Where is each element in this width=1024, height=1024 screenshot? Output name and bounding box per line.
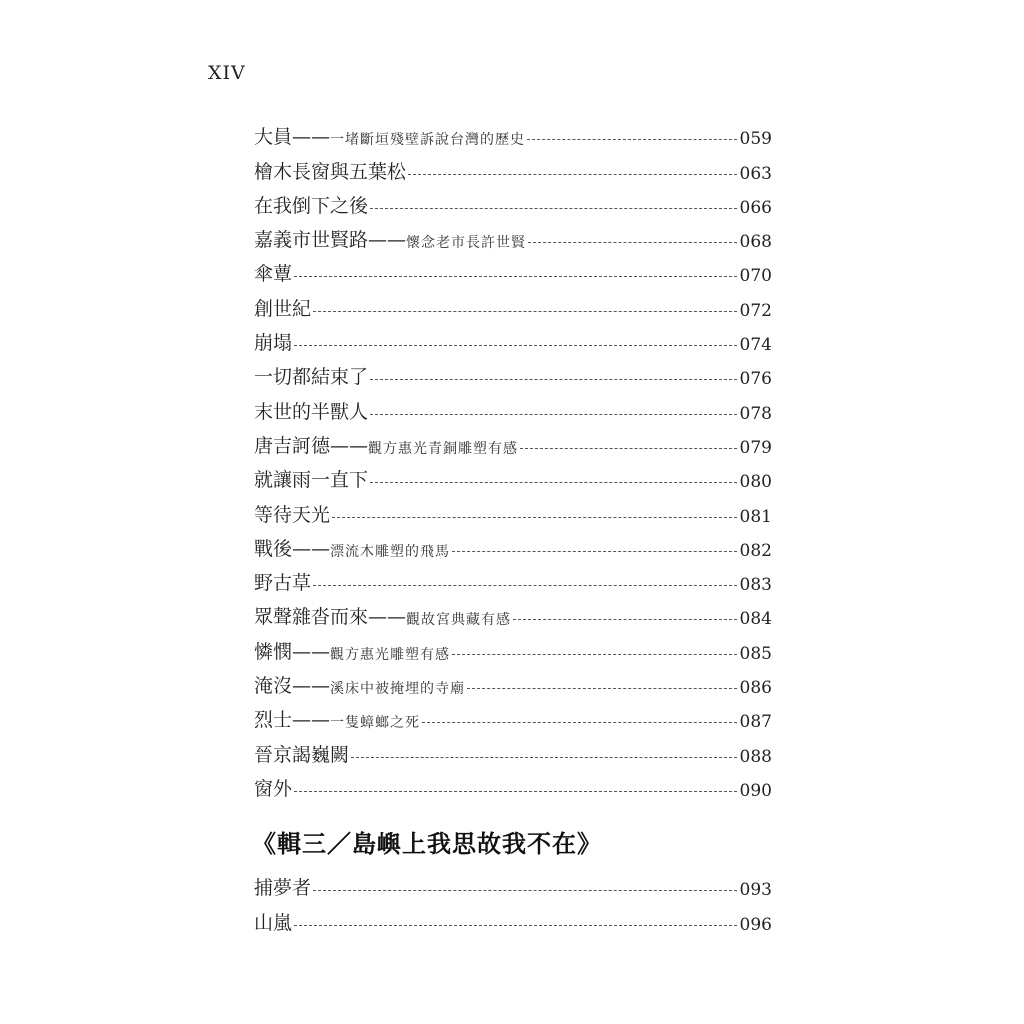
toc-entry	[254, 900, 772, 934]
toc-entry-page: 080	[739, 472, 772, 493]
dot-leader	[422, 722, 737, 723]
toc-entry-title: 眾聲雜沓而來——	[254, 606, 407, 629]
toc-entry-title: 山嵐	[254, 911, 293, 934]
toc-entry-page: 088	[739, 746, 772, 767]
toc-entry-subtitle: 觀方惠光青銅雕塑有感	[368, 440, 519, 457]
toc-entry-page: 068	[739, 232, 772, 253]
dot-leader	[452, 551, 737, 552]
toc-entry-title: 檜木長窗與五葉松	[254, 160, 407, 183]
toc-entry	[254, 492, 772, 526]
toc-entry-subtitle: 漂流木雕塑的飛馬	[330, 543, 451, 560]
toc-entry	[254, 629, 772, 663]
toc-entry-subtitle: 一堵斷垣殘壁訴說台灣的歷史	[330, 132, 526, 149]
dot-leader	[467, 688, 737, 689]
toc-entry-page: 082	[739, 540, 772, 561]
toc-entry-title: 等待天光	[254, 503, 331, 526]
toc-entry-subtitle: 溪床中被掩埋的寺廟	[330, 681, 466, 698]
dot-leader	[313, 585, 737, 586]
toc-entry-page: 074	[739, 335, 772, 356]
toc-entry	[254, 286, 772, 320]
toc-entry-page: 090	[739, 780, 772, 801]
toc-entry	[254, 698, 772, 732]
dot-leader	[294, 345, 737, 346]
dot-leader	[370, 482, 737, 483]
dot-leader	[452, 654, 737, 655]
page-number: XIV	[208, 62, 246, 84]
toc-entry-page: 081	[739, 506, 772, 527]
dot-leader	[513, 619, 737, 620]
toc-entry-title: 大員——	[254, 126, 331, 149]
toc-entry-title: 創世紀	[254, 297, 312, 320]
toc-entry	[254, 595, 772, 629]
toc-entry-page: 072	[739, 300, 772, 321]
toc-entry-subtitle: 觀故宮典藏有感	[406, 612, 512, 629]
toc-entry	[254, 732, 772, 766]
toc-entry	[254, 424, 772, 458]
dot-leader	[313, 890, 737, 891]
dot-leader	[370, 414, 737, 415]
toc-entry-title: 窗外	[254, 777, 293, 800]
toc-entry	[254, 184, 772, 218]
dot-leader	[294, 925, 737, 926]
toc-entry-page: 084	[739, 609, 772, 630]
toc-entry-page: 076	[739, 369, 772, 390]
toc-entry-subtitle: 觀方惠光雕塑有感	[330, 646, 451, 663]
toc-entry-title: 唐吉訶德——	[254, 434, 369, 457]
toc-entry	[254, 115, 772, 149]
dot-leader	[370, 208, 737, 209]
toc-entry-title: 一切都結束了	[254, 366, 369, 389]
toc-entry	[254, 866, 772, 900]
toc-entry-title: 憐憫——	[254, 640, 331, 663]
toc-entry-subtitle: 懷念老市長許世賢	[406, 235, 527, 252]
table-of-contents-section-3	[254, 866, 772, 935]
toc-entry-title: 在我倒下之後	[254, 194, 369, 217]
toc-entry-page: 093	[739, 880, 772, 901]
toc-entry	[254, 664, 772, 698]
toc-entry-title: 就讓雨一直下	[254, 469, 369, 492]
toc-entry-title: 戰後——	[254, 537, 331, 560]
toc-entry-subtitle: 一隻蟑螂之死	[330, 715, 421, 732]
toc-entry-page: 085	[739, 643, 772, 664]
toc-entry-title: 野古草	[254, 572, 312, 595]
toc-entry	[254, 149, 772, 183]
toc-entry-page: 083	[739, 575, 772, 596]
toc-entry-page: 096	[739, 914, 772, 935]
toc-entry-title: 捕夢者	[254, 877, 312, 900]
toc-entry-title: 晉京謁巍闕	[254, 743, 350, 766]
dot-leader	[370, 379, 737, 380]
toc-entry-title: 末世的半獸人	[254, 400, 369, 423]
toc-entry-title: 淹沒——	[254, 675, 331, 698]
dot-leader	[313, 311, 737, 312]
toc-entry	[254, 561, 772, 595]
toc-entry-page: 087	[739, 712, 772, 733]
toc-entry-page: 086	[739, 678, 772, 699]
toc-entry	[254, 458, 772, 492]
dot-leader	[294, 276, 737, 277]
toc-entry-title: 傘蕈	[254, 263, 293, 286]
toc-entry	[254, 355, 772, 389]
toc-entry-title: 崩塌	[254, 332, 293, 355]
toc-entry-page: 070	[739, 266, 772, 287]
toc-entry	[254, 218, 772, 252]
section-heading: 《輯三／島嶼上我思故我不在》	[252, 829, 602, 858]
toc-entry-page: 059	[739, 129, 772, 150]
toc-entry-page: 079	[739, 437, 772, 458]
dot-leader	[527, 139, 737, 140]
toc-entry	[254, 252, 772, 286]
table-of-contents	[254, 115, 772, 801]
toc-entry-page: 063	[739, 163, 772, 184]
toc-entry-page: 078	[739, 403, 772, 424]
dot-leader	[294, 791, 737, 792]
toc-entry	[254, 527, 772, 561]
toc-entry-title: 烈士——	[254, 709, 331, 732]
dot-leader	[332, 517, 737, 518]
toc-entry-page: 066	[739, 197, 772, 218]
dot-leader	[528, 242, 737, 243]
dot-leader	[408, 174, 737, 175]
toc-entry	[254, 767, 772, 801]
dot-leader	[520, 448, 737, 449]
dot-leader	[351, 757, 737, 758]
toc-entry-title: 嘉義市世賢路——	[254, 229, 407, 252]
toc-entry	[254, 321, 772, 355]
toc-entry	[254, 389, 772, 423]
